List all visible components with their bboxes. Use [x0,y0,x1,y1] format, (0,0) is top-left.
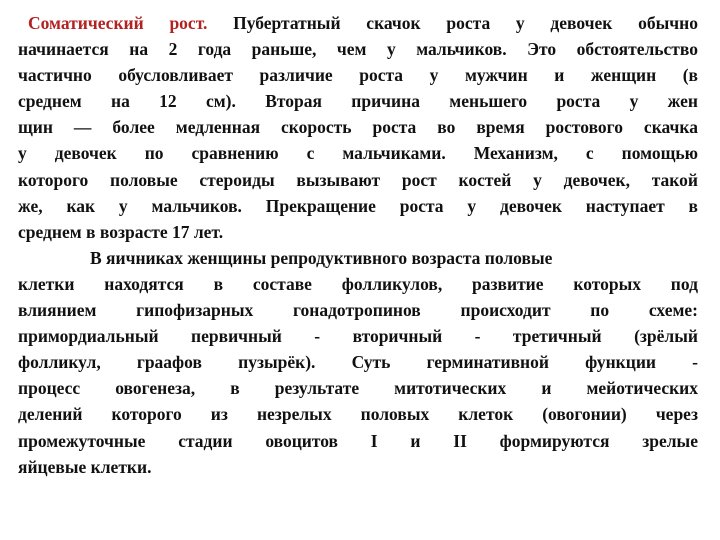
paragraph2-line-3: влиянием гипофизарных гонадотропинов происходит по схеме: [18,300,698,321]
paragraph1-line-7: которого половые стероиды вызывают рост костей у девочек, такой [18,169,698,190]
paragraph1-line-4: среднем на 12 см). Вторая причина меньшего роста у жен [18,91,698,112]
paragraph2-line-7: делений которого из незрелых половых клеток (овогонии) через [18,404,698,425]
paragraph2-line-4: примордиальный первичный - вторичный - третичный (зрёлый [18,326,698,347]
paragraph1-line-1-text: Пубертатный скачок роста у девочек обычно [207,13,699,33]
paragraph2-line-1: В яичниках женщины репродуктивного возраста половые [90,247,553,268]
paragraph1-line-5: щин — более медленная скорость роста во время ростового скачка [18,117,698,138]
paragraph1-line-2: начинается на 2 года раньше, чем у мальчиков. Это обстоятельство [18,39,698,60]
term-heading: Соматический рост. [28,13,208,33]
paragraph1-line-6: у девочек по сравнению с мальчиками. Механизм, с помощью [18,143,698,164]
document-page [18,10,698,480]
paragraph2-line-8: промежуточные стадии овоцитов I и II формируются зрелые [18,430,698,451]
paragraph2-line-6: процесс овогенеза, в результате митотических и мейотических [18,378,698,399]
paragraph1-line-1 [18,10,698,36]
paragraph2-line-2: клетки находятся в составе фолликулов, развитие которых под [18,273,698,294]
paragraph1-line-3: частично обусловливает различие роста у мужчин и женщин (в [18,65,698,86]
paragraph1-line-9: среднем в возрасте 17 лет. [18,221,224,242]
paragraph2-line-5: фолликул, граафов пузырёк). Суть герминативной функции - [18,352,698,373]
paragraph1-line-8: же, как у мальчиков. Прекращение роста у девочек наступает в [18,195,698,216]
paragraph2-line-9: яйцевые клетки. [18,456,152,477]
